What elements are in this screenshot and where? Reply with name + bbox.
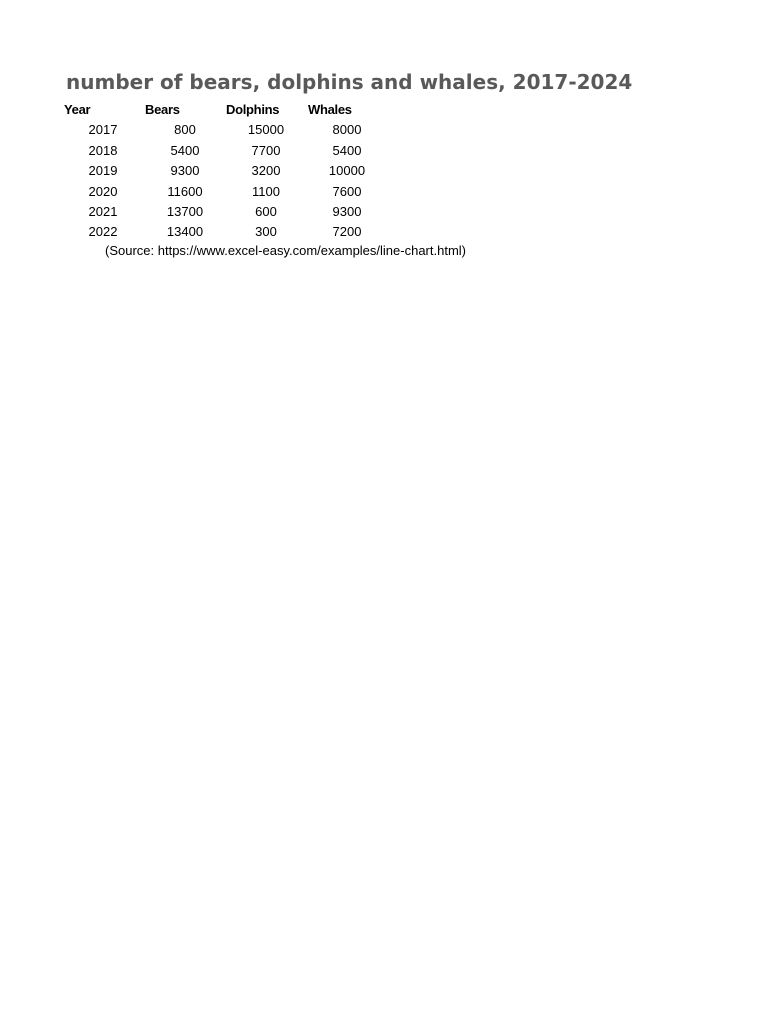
cell-bears: 11600 <box>167 183 203 199</box>
cell-dolphins: 1100 <box>252 183 280 199</box>
cell-year: 2018 <box>88 142 118 158</box>
cell-year: 2019 <box>88 163 118 179</box>
cell-bears: 5400 <box>170 142 200 158</box>
cell-dolphins: 600 <box>255 203 277 219</box>
source-note: (Source: https://www.excel-easy.com/examples/line-chart.html) <box>105 243 466 258</box>
cell-whales: 7600 <box>332 183 362 199</box>
cell-year: 2021 <box>88 203 118 219</box>
cell-year: 2017 <box>88 122 118 138</box>
document-title: number of bears, dolphins and whales, 2017-2024 <box>66 70 633 94</box>
cell-whales: 8000 <box>332 122 362 138</box>
cell-whales: 10000 <box>328 163 366 179</box>
cell-bears: 800 <box>174 122 196 138</box>
cell-year: 2020 <box>88 183 118 199</box>
cell-dolphins: 300 <box>255 224 277 240</box>
cell-dolphins: 15000 <box>247 122 285 138</box>
cell-bears: 13400 <box>166 224 204 240</box>
header-year: Year <box>64 102 91 117</box>
cell-bears: 9300 <box>170 163 200 179</box>
header-dolphins: Dolphins <box>226 102 280 117</box>
cell-whales: 7200 <box>332 224 362 240</box>
cell-whales: 5400 <box>332 142 362 158</box>
cell-year: 2022 <box>88 224 118 240</box>
cell-bears: 13700 <box>166 203 204 219</box>
cell-dolphins: 7700 <box>251 142 281 158</box>
cell-dolphins: 3200 <box>251 163 281 179</box>
header-bears: Bears <box>145 102 180 117</box>
header-whales: Whales <box>308 102 352 117</box>
cell-whales: 9300 <box>332 203 362 219</box>
